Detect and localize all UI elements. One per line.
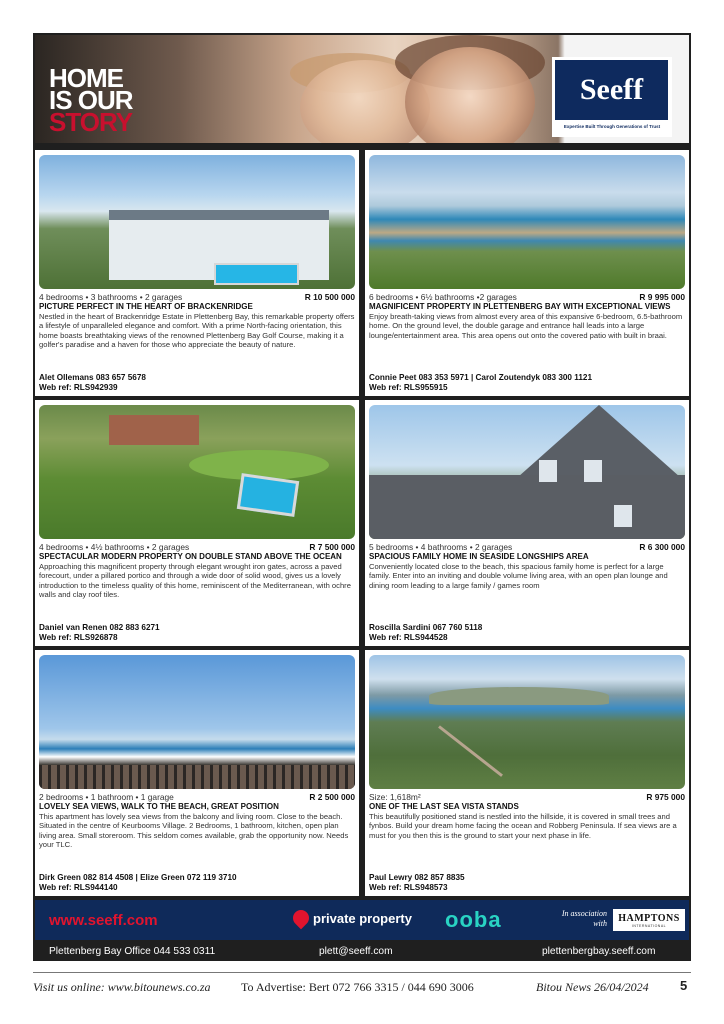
listing-webref: Web ref: RLS955915 bbox=[369, 383, 448, 392]
listing-webref: Web ref: RLS944140 bbox=[39, 883, 118, 892]
listing-description: Enjoy breath-taking views from almost every area of this expansive 6-bedroom, 6.5-bathroom home. On the ground level, the double garage and entrance hall leads into a large lounge/entertainment area. This area opens out onto the covered patio with built in braai. bbox=[369, 312, 683, 340]
listing-webref: Web ref: RLS944528 bbox=[369, 633, 448, 642]
listing-title: ONE OF THE LAST SEA VISTA STANDS bbox=[369, 802, 519, 811]
listing-card[interactable] bbox=[35, 150, 359, 396]
balcony-railing-shape bbox=[39, 765, 355, 789]
listing-description: This beautifully positioned stand is nestled into the hillside, it is covered in small trees and fynbos. Build your dream home facing the ocean and Robberg Peninsula. If sea views are a must for you then this is the ground to start your next phase in life. bbox=[369, 812, 677, 840]
listing-price: R 9 995 000 bbox=[639, 292, 685, 302]
office-email[interactable]: plett@seeff.com bbox=[319, 946, 393, 957]
listing-meta bbox=[39, 292, 355, 302]
window-shape bbox=[584, 460, 602, 482]
listing-price: R 7 500 000 bbox=[309, 542, 355, 552]
peninsula-shape bbox=[429, 687, 609, 705]
hamptons-logo bbox=[613, 909, 685, 931]
listing-title: SPECTACULAR MODERN PROPERTY ON DOUBLE STAND ABOVE THE OCEAN bbox=[39, 552, 342, 561]
listing-card[interactable] bbox=[365, 150, 689, 396]
map-pin-icon bbox=[290, 907, 313, 930]
listing-features: 4 bedrooms • 4½ bathrooms • 2 garages bbox=[39, 542, 190, 552]
pool-shape bbox=[214, 263, 299, 285]
hamptons-logo-sub: INTERNATIONAL bbox=[631, 923, 667, 928]
listing-agent: Connie Peet 083 353 5971 | Carol Zoutendyk 083 300 1121 bbox=[369, 373, 593, 382]
road-shape bbox=[438, 725, 503, 777]
listing-card[interactable] bbox=[365, 400, 689, 646]
ooba-logo: ooba bbox=[445, 907, 502, 932]
tagline-line-3: STORY bbox=[49, 107, 133, 137]
listing-photo[interactable] bbox=[369, 155, 685, 289]
seeff-website-link[interactable]: www.seeff.com bbox=[49, 912, 158, 929]
listing-webref: Web ref: RLS948573 bbox=[369, 883, 448, 892]
listing-title: SPACIOUS FAMILY HOME IN SEASIDE LONGSHIPS AREA bbox=[369, 552, 589, 561]
seeff-logo-text: Seeff bbox=[579, 73, 644, 106]
private-property-logo bbox=[293, 910, 412, 926]
listing-photo[interactable] bbox=[39, 155, 355, 289]
header-banner bbox=[35, 35, 689, 143]
listing-photo[interactable] bbox=[39, 655, 355, 789]
private-property-text: private property bbox=[313, 910, 412, 926]
seeff-logo-tagline: Expertise Built Through Generations of Trust bbox=[563, 124, 661, 129]
listing-description: Approaching this magnificent property through elegant wrought iron gates, across a paved forecourt, under a pillared portico and through a wide door of solid wood, gives us a lovely introduction to the timeless quality of this home, reminiscent of the Mediterranean, with ochre walls and clay roof tiles. bbox=[39, 562, 351, 600]
tagline-line-2: IS OUR bbox=[49, 85, 133, 115]
listing-price: R 10 500 000 bbox=[304, 292, 355, 302]
page-advertise: To Advertise: Bert 072 766 3315 / 044 690 3006 bbox=[241, 980, 474, 994]
partner-footer bbox=[35, 900, 689, 940]
house-shape bbox=[369, 475, 685, 539]
window-shape bbox=[539, 460, 557, 482]
listing-meta bbox=[39, 542, 355, 552]
listing-title: LOVELY SEA VIEWS, WALK TO THE BEACH, GREAT POSITION bbox=[39, 802, 279, 811]
listing-photo[interactable] bbox=[369, 655, 685, 789]
listing-meta bbox=[369, 292, 685, 302]
tagline-line-1: HOME bbox=[49, 63, 123, 93]
listing-card[interactable] bbox=[365, 650, 689, 896]
banner-tagline bbox=[49, 63, 133, 137]
listing-features: 5 bedrooms • 4 bathrooms • 2 garages bbox=[369, 542, 513, 552]
listing-title: PICTURE PERFECT IN THE HEART OF BRACKENRIDGE bbox=[39, 302, 253, 311]
window-shape bbox=[614, 505, 632, 527]
page-issue: Bitou News 26/04/2024 bbox=[536, 980, 649, 994]
listing-agent: Paul Lewry 082 857 8835 bbox=[369, 873, 465, 882]
listing-features: Size: 1,618m² bbox=[369, 792, 421, 802]
pool-shape bbox=[237, 473, 299, 517]
listing-photo[interactable] bbox=[39, 405, 355, 539]
listing-title: MAGNIFICENT PROPERTY IN PLETTENBERG BAY WITH EXCEPTIONAL VIEWS bbox=[369, 302, 671, 311]
listing-webref: Web ref: RLS942939 bbox=[39, 383, 118, 392]
listing-description: Conveniently located close to the beach, this spacious family home is perfect for a large family. Enter into an inviting and double volume living area, with an open plan lounge and dining room leading to a large family / games room bbox=[369, 562, 668, 590]
listing-price: R 6 300 000 bbox=[639, 542, 685, 552]
listing-features: 4 bedrooms • 3 bathrooms • 2 garages bbox=[39, 292, 183, 302]
listing-meta bbox=[369, 792, 685, 802]
listing-meta bbox=[369, 542, 685, 552]
office-website[interactable]: plettenbergbay.seeff.com bbox=[542, 946, 656, 957]
page-visit-online: Visit us online: www.bitounews.co.za bbox=[33, 980, 211, 994]
office-phone: Plettenberg Bay Office 044 533 0311 bbox=[49, 946, 216, 957]
listing-price: R 2 500 000 bbox=[309, 792, 355, 802]
listing-description: Nestled in the heart of Brackenridge Estate in Plettenberg Bay, this remarkable property offers a lifestyle of unparalleled elegance and comfort. With a prime North-facing orientation, this home boasts breathtaking views of the renowned Plettenberg Bay Golf Course, making it a golfer's paradise and a haven for those who appreciate the beauty of nature. bbox=[39, 312, 355, 350]
listing-photo[interactable] bbox=[369, 405, 685, 539]
listing-card[interactable] bbox=[35, 400, 359, 646]
hamptons-logo-text: HAMPTONS bbox=[618, 912, 680, 924]
listing-features: 2 bedrooms • 1 bathroom • 1 garage bbox=[39, 792, 174, 802]
listing-agent: Dirk Green 082 814 4508 | Elize Green 072 119 3710 bbox=[39, 873, 237, 882]
association-text: In association with bbox=[561, 909, 607, 928]
office-contact-bar bbox=[35, 942, 689, 961]
seeff-logo-box bbox=[552, 57, 672, 137]
seeff-logo bbox=[555, 60, 668, 120]
page-divider bbox=[33, 972, 691, 973]
listing-agent: Roscilla Sardini 067 760 5118 bbox=[369, 623, 483, 632]
listing-agent: Daniel van Renen 082 883 6271 bbox=[39, 623, 160, 632]
listing-meta bbox=[39, 792, 355, 802]
page-number: 5 bbox=[680, 978, 688, 993]
listing-webref: Web ref: RLS926878 bbox=[39, 633, 118, 642]
listing-card[interactable] bbox=[35, 650, 359, 896]
listing-features: 6 bedrooms • 6½ bathrooms •2 garages bbox=[369, 292, 517, 302]
listing-agent: Alet Ollemans 083 657 5678 bbox=[39, 373, 146, 382]
listing-price: R 975 000 bbox=[646, 792, 685, 802]
listing-description: This apartment has lovely sea views from the balcony and living room. Close to the beach. Situated in the centre of Keurbooms Village. 2 Bedrooms, 1 bathroom, kitchen, open plan living area. Small storeroom. This seldom comes available, grab the opportunity now. Needs your TLC. bbox=[39, 812, 349, 850]
roof-shape bbox=[109, 415, 199, 445]
advert-frame bbox=[33, 33, 691, 961]
